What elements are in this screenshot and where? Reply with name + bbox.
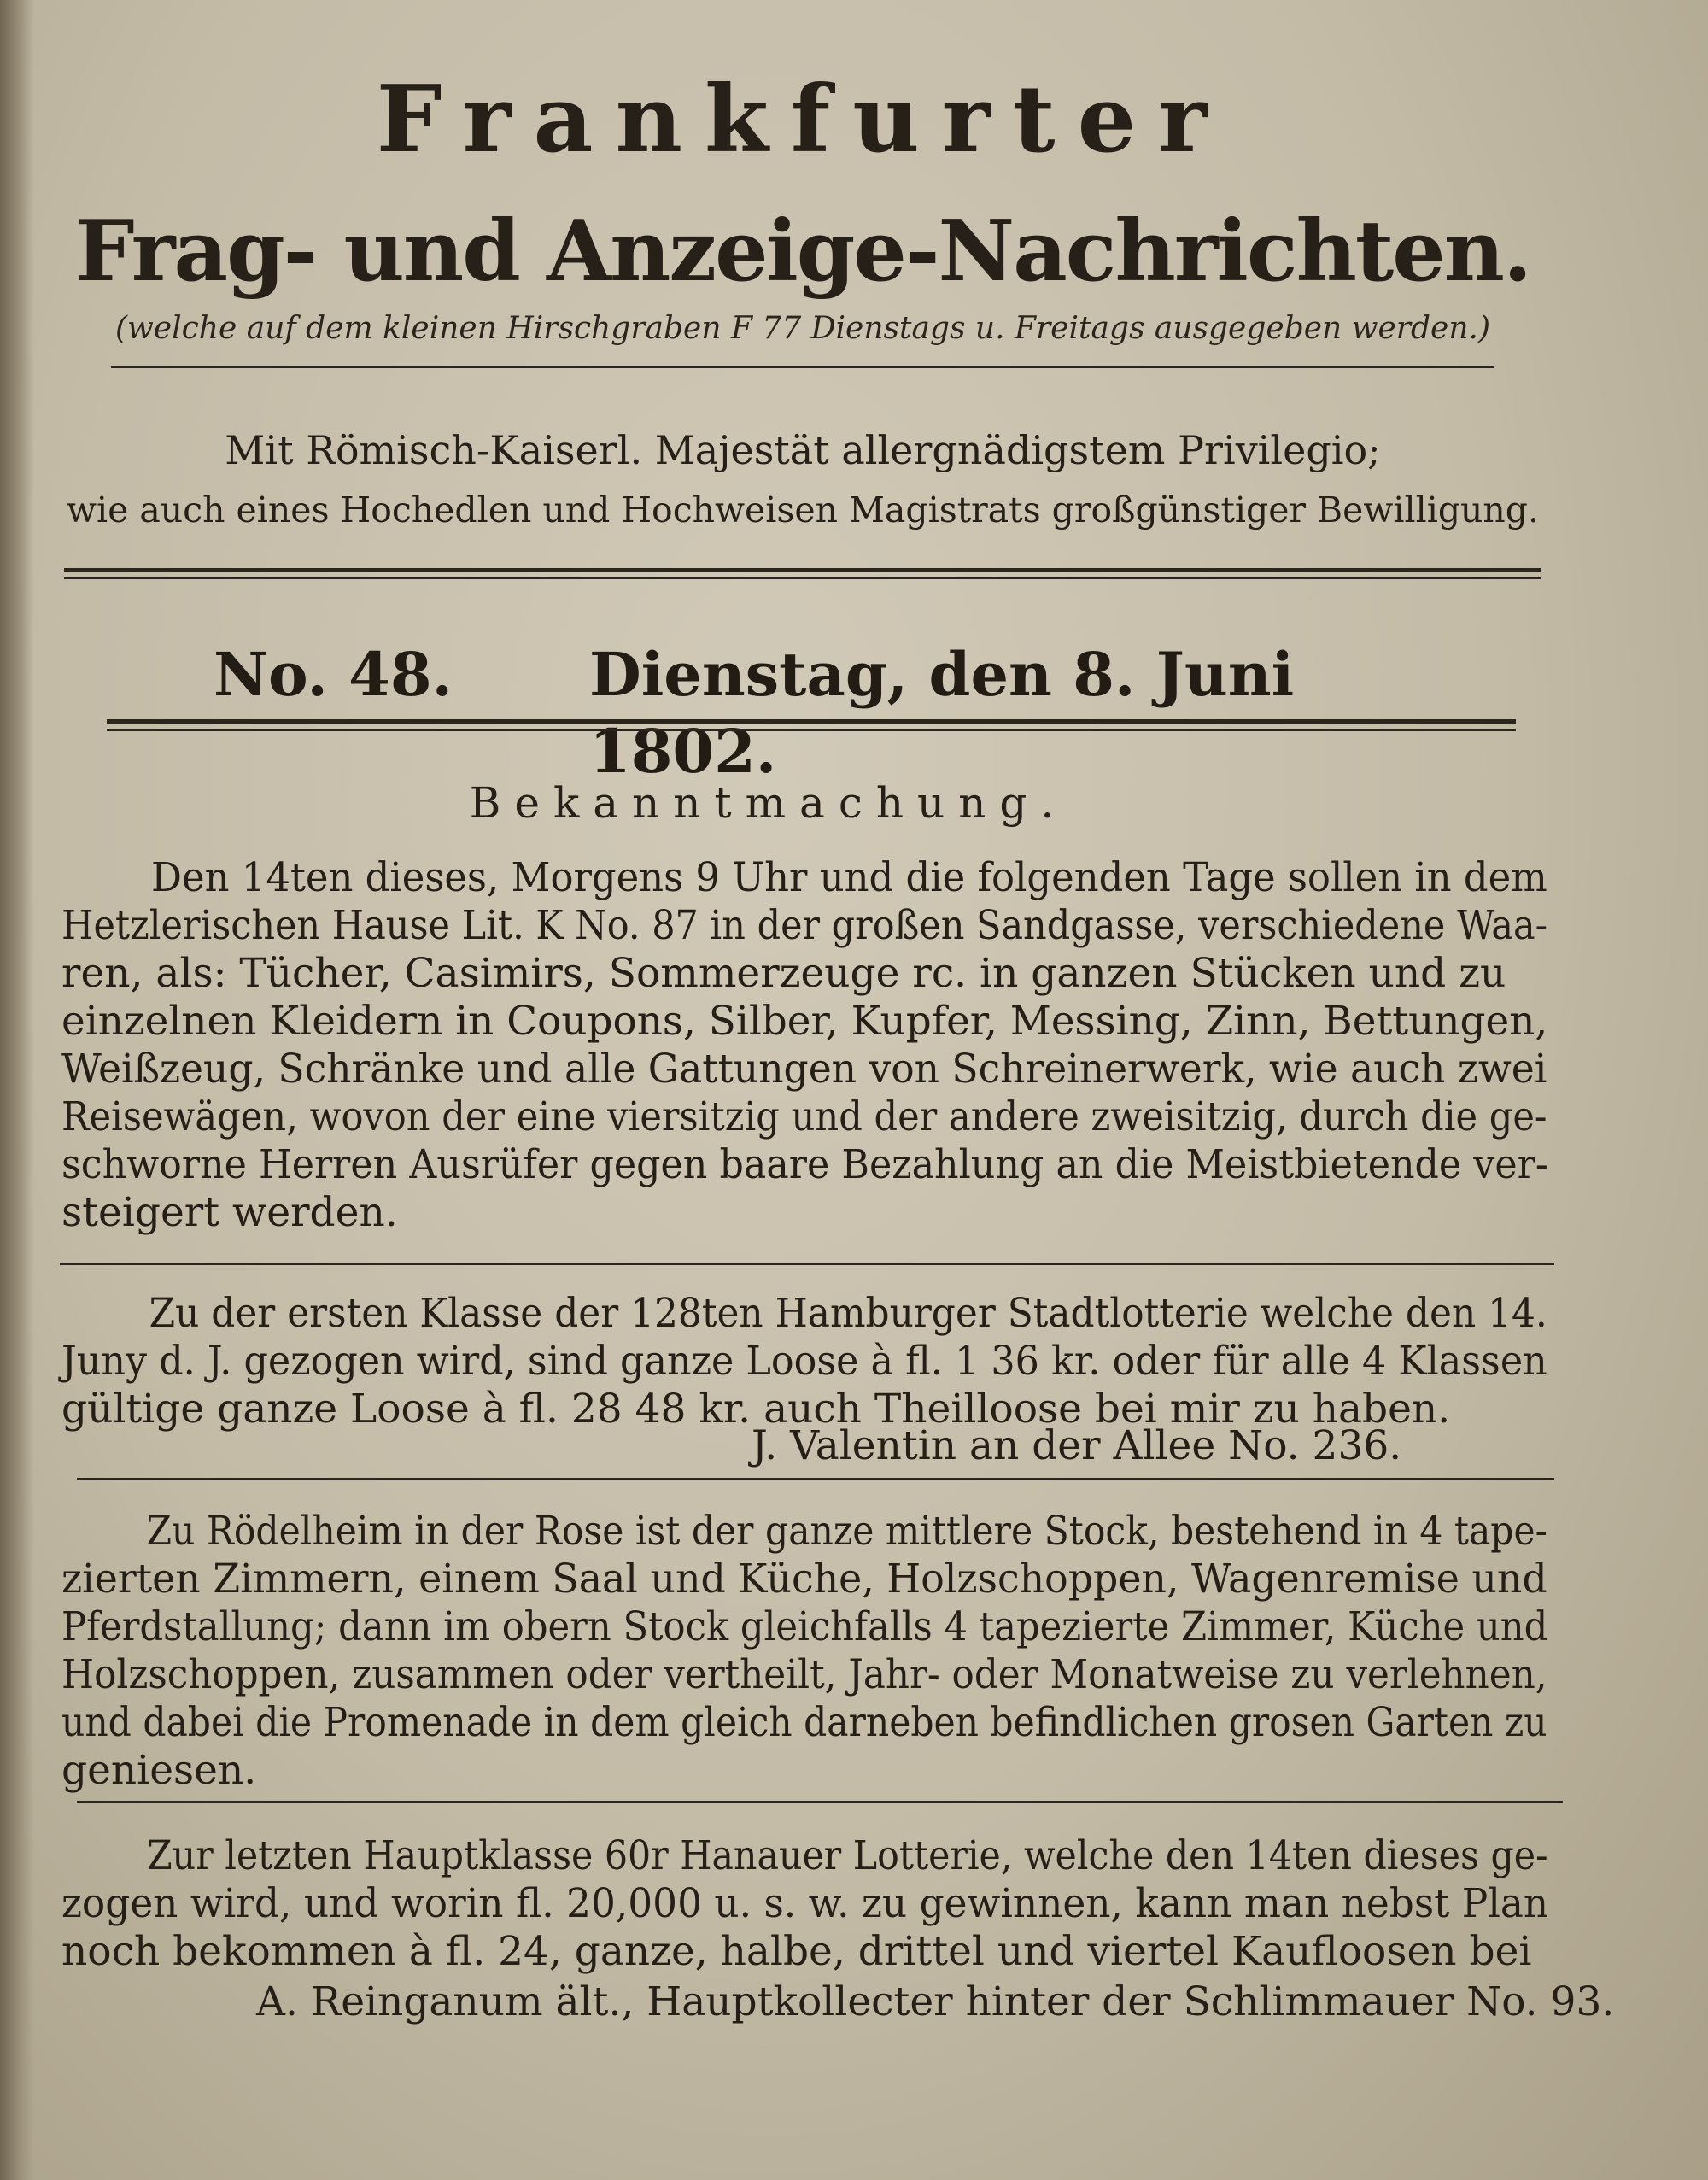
- text-line: einzelnen Kleidern in Coupons, Silber, Kupfer, Messing, Zinn, Bettungen,: [61, 998, 1548, 1045]
- text-line: geniesen.: [61, 1747, 257, 1794]
- text-line: Pferdstallung; dann im obern Stock gleichfalls 4 tapezierte Zimmer, Küche und: [61, 1603, 1548, 1650]
- text-line: Zu Rödelheim in der Rose ist der ganze mittlere Stock, bestehend in 4 tape-: [146, 1508, 1548, 1555]
- text-line: Juny d. J. gezogen wird, sind ganze Loose à fl. 1 36 kr. oder für alle 4 Klassen: [61, 1338, 1547, 1385]
- text-line: ren, als: Tücher, Casimirs, Sommerzeuge rc. in ganzen Stücken und zu: [61, 950, 1506, 997]
- announcement-auction: [61, 854, 1547, 1237]
- text-line: zogen wird, und worin fl. 20,000 u. s. w. zu gewinnen, kann man nebst Plan: [61, 1880, 1549, 1927]
- signature-valentin: J. Valentin an der Allee No. 236.: [752, 1422, 1402, 1469]
- masthead-title-line1: Frankfurter: [376, 66, 1230, 173]
- page-spine-shadow: [0, 0, 34, 2180]
- divider-rule: [111, 366, 1494, 368]
- text-line: Den 14ten dieses, Morgens 9 Uhr und die folgenden Tage sollen in dem: [151, 854, 1547, 901]
- text-line: gültige ganze Loose à fl. 28 48 kr. auch Theilloose bei mir zu haben.: [61, 1386, 1451, 1433]
- text-line: und dabei die Promenade in dem gleich darneben befindlichen grosen Garten zu: [61, 1699, 1547, 1746]
- divider-rule: [107, 729, 1516, 731]
- masthead-subtitle: (welche auf dem kleinen Hirschgraben F 77 Dienstags u. Freitags ausgegeben werden.): [114, 311, 1491, 346]
- issue-date: Dienstag, den 8. Juni 1802.: [589, 639, 1295, 787]
- divider-rule: [77, 1478, 1554, 1480]
- text-line: Weißzeug, Schränke und alle Gattungen von Schreinerwerk, wie auch zwei: [61, 1046, 1547, 1093]
- privilege-line1: Mit Römisch-Kaiserl. Majestät allergnädigstem Privilegio;: [225, 427, 1381, 473]
- masthead-title-line2: Frag- und Anzeige-Nachrichten.: [74, 202, 1531, 301]
- signature-reinganum: A. Reinganum ält., Hauptkollecter hinter der Schlimmauer No. 93.: [256, 1978, 1615, 2025]
- announcement-hamburg-lottery: [61, 1290, 1547, 1433]
- text-line: noch bekommen à fl. 24, ganze, halbe, drittel und viertel Kaufloosen bei: [61, 1928, 1532, 1975]
- privilege-line2: wie auch eines Hochedlen und Hochweisen Magistrats großgünstiger Bewilligung.: [66, 489, 1540, 530]
- divider-rule: [64, 577, 1541, 579]
- text-line: Zur letzten Hauptklasse 60r Hanauer Lotterie, welche den 14ten dieses ge-: [146, 1832, 1548, 1879]
- divider-rule: [77, 1801, 1563, 1803]
- divider-rule: [60, 1263, 1554, 1265]
- text-line: Hetzlerischen Hause Lit. K No. 87 in der großen Sandgasse, verschiedene Waa-: [61, 902, 1548, 949]
- announcement-roedelheim-rental: [61, 1508, 1547, 1795]
- text-line: Holzschoppen, zusammen oder vertheilt, Jahr- oder Monatweise zu verlehnen,: [61, 1651, 1547, 1698]
- issue-number: No. 48.: [214, 639, 453, 710]
- text-line: Reisewägen, wovon der eine viersitzig und der andere zweisitzig, durch die ge-: [61, 1093, 1547, 1140]
- text-line: steigert werden.: [61, 1189, 398, 1236]
- text-line: schworne Herren Ausrüfer gegen baare Bezahlung an die Meistbietende ver-: [61, 1141, 1548, 1188]
- issue-row: [214, 636, 1409, 787]
- announcement-hanau-lottery: [61, 1832, 1547, 1976]
- text-line: Zu der ersten Klasse der 128ten Hamburger Stadtlotterie welche den 14.: [149, 1290, 1547, 1337]
- text-line: zierten Zimmern, einem Saal und Küche, Holzschoppen, Wagenremise und: [61, 1556, 1547, 1603]
- announcement-heading: Bekanntmachung.: [469, 778, 1068, 828]
- divider-rule: [64, 568, 1541, 572]
- divider-rule: [107, 719, 1516, 724]
